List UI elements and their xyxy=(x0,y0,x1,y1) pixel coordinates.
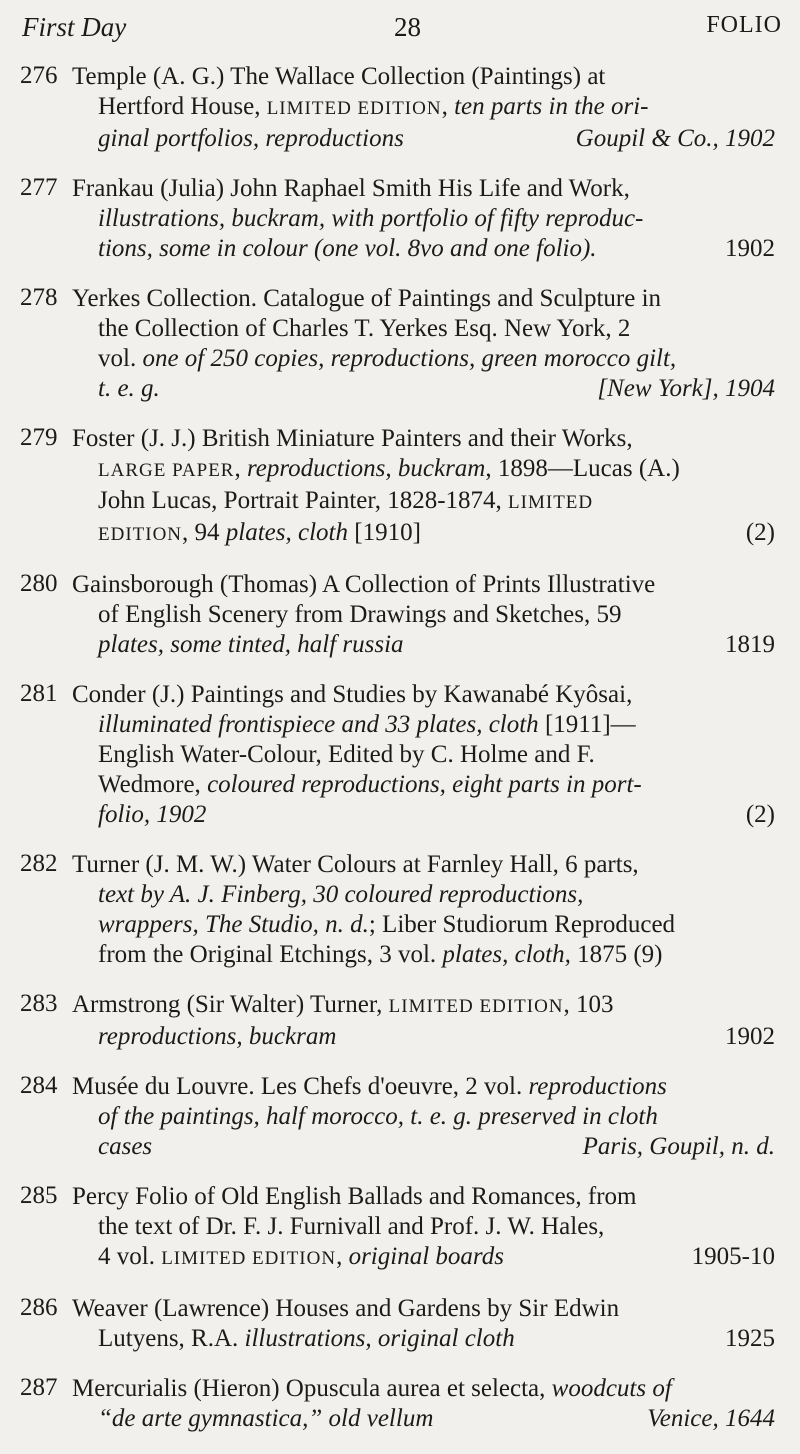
text-run: , 1898—Lucas (A.) xyxy=(485,455,680,482)
text-run: reproductions xyxy=(528,1073,667,1100)
description-line xyxy=(72,990,775,1022)
text-run: Lutyens, R.A. xyxy=(98,1325,245,1352)
lot-description xyxy=(72,850,775,970)
text-run: “de arte gymnastica,” old vellum xyxy=(98,1405,434,1432)
description-line xyxy=(72,486,775,518)
text-run: Gainsborough (Thomas) A Collection of Prints Illustrative xyxy=(72,571,656,598)
description-line xyxy=(72,314,775,344)
text-run: Armstrong (Sir Walter) Turner, xyxy=(72,991,389,1018)
description-line xyxy=(72,1324,775,1354)
description-line xyxy=(72,570,775,600)
text-run: LIMITED EDITION xyxy=(388,996,564,1017)
text-run: 1875 (9) xyxy=(570,941,663,968)
text-run: of the paintings, half morocco, t. e. g. preserved in cloth xyxy=(98,1103,658,1130)
text-run: , 103 xyxy=(563,991,614,1018)
text-run: folio, 1902 xyxy=(98,801,207,828)
text-run: ten parts in the ori- xyxy=(454,93,649,120)
text-run: cases xyxy=(98,1133,153,1160)
lot-entry xyxy=(0,1072,800,1162)
description-line xyxy=(72,518,775,550)
text-run: Conder (J.) Paintings and Studies by Kawanabé Kyôsai, xyxy=(72,681,633,708)
text-run: plates, cloth, xyxy=(442,941,571,968)
description-line xyxy=(72,344,775,374)
text-run: illustrations, buckram, with portfolio of fifty reproduc- xyxy=(98,205,644,232)
lot-description xyxy=(72,1182,775,1274)
description-line xyxy=(72,850,775,880)
text-run: EDITION xyxy=(98,524,183,545)
description-line xyxy=(72,770,775,800)
text-run: ginal portfolios, reproductions xyxy=(98,125,404,152)
text-run: Musée du Louvre. Les Chefs d'oeuvre, 2 vol. xyxy=(72,1073,529,1100)
lot-number: 276 xyxy=(20,62,58,89)
description-line xyxy=(72,1242,775,1274)
text-run: one of 250 copies, reproductions, green morocco gilt, xyxy=(142,345,677,372)
text-run: Paris, Goupil, n. d. xyxy=(582,1133,775,1160)
lot-number: 287 xyxy=(20,1374,58,1401)
lot-description xyxy=(72,1294,775,1354)
text-run: Venice, 1644 xyxy=(647,1405,775,1432)
description-line xyxy=(72,940,775,970)
description-line xyxy=(72,740,775,770)
lot-number: 285 xyxy=(20,1182,58,1209)
text-run: Foster (J. J.) British Miniature Painters and their Works, xyxy=(72,425,633,452)
text-run: text by A. J. Finberg, 30 coloured reproductions, xyxy=(98,881,584,908)
text-run: Yerkes Collection. Catalogue of Paintings and Sculpture in xyxy=(72,285,662,312)
text-run: the Collection of Charles T. Yerkes Esq. New York, 2 xyxy=(98,315,631,342)
text-run: 1902 xyxy=(725,1023,775,1050)
text-run: , 94 xyxy=(182,519,226,546)
description-line xyxy=(72,1374,775,1404)
text-run: John Lucas, Portrait Painter, 1828-1874, xyxy=(98,487,509,514)
lot-entry xyxy=(0,680,800,830)
text-run: English Water-Colour, Edited by C. Holme and F. xyxy=(98,741,595,768)
lot-entry xyxy=(0,1374,800,1434)
description-line xyxy=(72,174,775,204)
lot-entry xyxy=(0,570,800,660)
lot-number: 284 xyxy=(20,1072,58,1099)
text-run: , xyxy=(234,455,247,482)
text-run: [1911]— xyxy=(538,711,636,738)
lot-number: 283 xyxy=(20,990,58,1017)
text-run: LIMITED EDITION xyxy=(266,98,442,119)
text-run: Mercurialis (Hieron) Opuscula aurea et selecta, xyxy=(72,1375,552,1402)
lot-description xyxy=(72,990,775,1052)
text-run: LIMITED xyxy=(508,492,594,513)
text-run: Turner (J. M. W.) Water Colours at Farnley Hall, 6 parts, xyxy=(72,851,639,878)
text-run: tions, some in colour (one vol. 8vo and one folio). xyxy=(98,235,597,262)
description-line xyxy=(72,92,775,124)
description-line xyxy=(72,1182,775,1212)
lot-number: 279 xyxy=(20,424,58,451)
description-line xyxy=(72,234,775,264)
description-line xyxy=(72,1404,775,1434)
text-run: woodcuts of xyxy=(551,1375,672,1402)
text-run: reproductions, buckram xyxy=(246,455,486,482)
lot-description xyxy=(72,680,775,830)
lot-description xyxy=(72,1374,775,1434)
text-run: 1925 xyxy=(725,1325,775,1352)
description-line xyxy=(72,424,775,454)
lot-number: 277 xyxy=(20,174,58,201)
description-line xyxy=(72,1102,775,1132)
sale-day-heading: First Day xyxy=(22,12,127,42)
text-run: plates, some tinted, half russia xyxy=(98,631,404,658)
lot-description xyxy=(72,62,775,154)
text-run: Hertford House, xyxy=(98,93,267,120)
description-line xyxy=(72,62,775,92)
description-line xyxy=(72,1022,775,1052)
lot-number: 282 xyxy=(20,850,58,877)
lot-entry xyxy=(0,1182,800,1274)
text-run: Wedmore, xyxy=(98,771,208,798)
description-line xyxy=(72,630,775,660)
text-run: [New York], 1904 xyxy=(597,375,775,402)
text-run: plates, cloth xyxy=(225,519,348,546)
text-run: of English Scenery from Drawings and Sketches, 59 xyxy=(98,601,622,628)
text-run: 1902 xyxy=(725,235,775,262)
text-run: t. e. g. xyxy=(98,375,160,402)
description-line xyxy=(72,1132,775,1162)
description-line xyxy=(72,374,775,404)
description-line xyxy=(72,880,775,910)
description-line xyxy=(72,454,775,486)
text-run: wrappers, The Studio, n. d. xyxy=(98,911,369,938)
text-run: 1819 xyxy=(725,631,775,658)
description-line xyxy=(72,1212,775,1242)
lot-description xyxy=(72,1072,775,1162)
lot-entry xyxy=(0,284,800,404)
lot-entry xyxy=(0,850,800,970)
text-run: illuminated frontispiece and 33 plates, cloth xyxy=(98,711,539,738)
text-run: the text of Dr. F. J. Furnivall and Prof. J. W. Hales, xyxy=(98,1213,605,1240)
description-line xyxy=(72,1294,775,1324)
lot-number: 281 xyxy=(20,680,58,707)
lot-entry xyxy=(0,1294,800,1354)
text-run: ; Liber Studiorum Reproduced xyxy=(368,911,676,938)
page-header xyxy=(22,12,782,46)
text-run: Weaver (Lawrence) Houses and Gardens by Sir Edwin xyxy=(72,1295,620,1322)
text-run: 1905-10 xyxy=(691,1243,775,1270)
lot-number: 286 xyxy=(20,1294,58,1321)
lot-description xyxy=(72,570,775,660)
description-line xyxy=(72,800,775,830)
lot-description xyxy=(72,174,775,264)
text-run: original boards xyxy=(348,1243,504,1270)
page-number: 28 xyxy=(394,12,421,42)
text-run: (2) xyxy=(745,801,775,828)
text-run: vol. xyxy=(98,345,143,372)
text-run: LARGE PAPER xyxy=(98,460,235,481)
text-run: [1910] xyxy=(348,519,421,546)
text-run: , xyxy=(336,1243,349,1270)
text-run: Temple (A. G.) The Wallace Collection (Paintings) at xyxy=(72,63,606,90)
text-run: Percy Folio of Old English Ballads and Romances, from xyxy=(72,1183,637,1210)
text-run: Frankau (Julia) John Raphael Smith His Life and Work, xyxy=(72,175,630,202)
lot-entry xyxy=(0,424,800,550)
catalogue-entries xyxy=(0,62,800,1454)
text-run: illustrations, original cloth xyxy=(244,1325,515,1352)
lot-entry xyxy=(0,62,800,154)
text-run: Goupil & Co., 1902 xyxy=(575,125,775,152)
lot-entry xyxy=(0,990,800,1052)
lot-description xyxy=(72,424,775,550)
text-run: (2) xyxy=(745,519,775,546)
text-run: coloured reproductions, eight parts in port- xyxy=(207,771,642,798)
description-line xyxy=(72,680,775,710)
text-run: from the Original Etchings, 3 vol. xyxy=(98,941,443,968)
text-run: 4 vol. xyxy=(98,1243,162,1270)
description-line xyxy=(72,710,775,740)
lot-number: 280 xyxy=(20,570,58,597)
text-run: , xyxy=(441,93,455,120)
description-line xyxy=(72,910,775,940)
lot-description xyxy=(72,284,775,404)
lot-entry xyxy=(0,174,800,264)
text-run: reproductions, buckram xyxy=(98,1023,337,1050)
description-line xyxy=(72,1072,775,1102)
section-label: FOLIO xyxy=(706,12,782,38)
description-line xyxy=(72,204,775,234)
description-line xyxy=(72,124,775,154)
lot-number: 278 xyxy=(20,284,58,311)
description-line xyxy=(72,600,775,630)
text-run: LIMITED EDITION xyxy=(161,1248,337,1269)
description-line xyxy=(72,284,775,314)
